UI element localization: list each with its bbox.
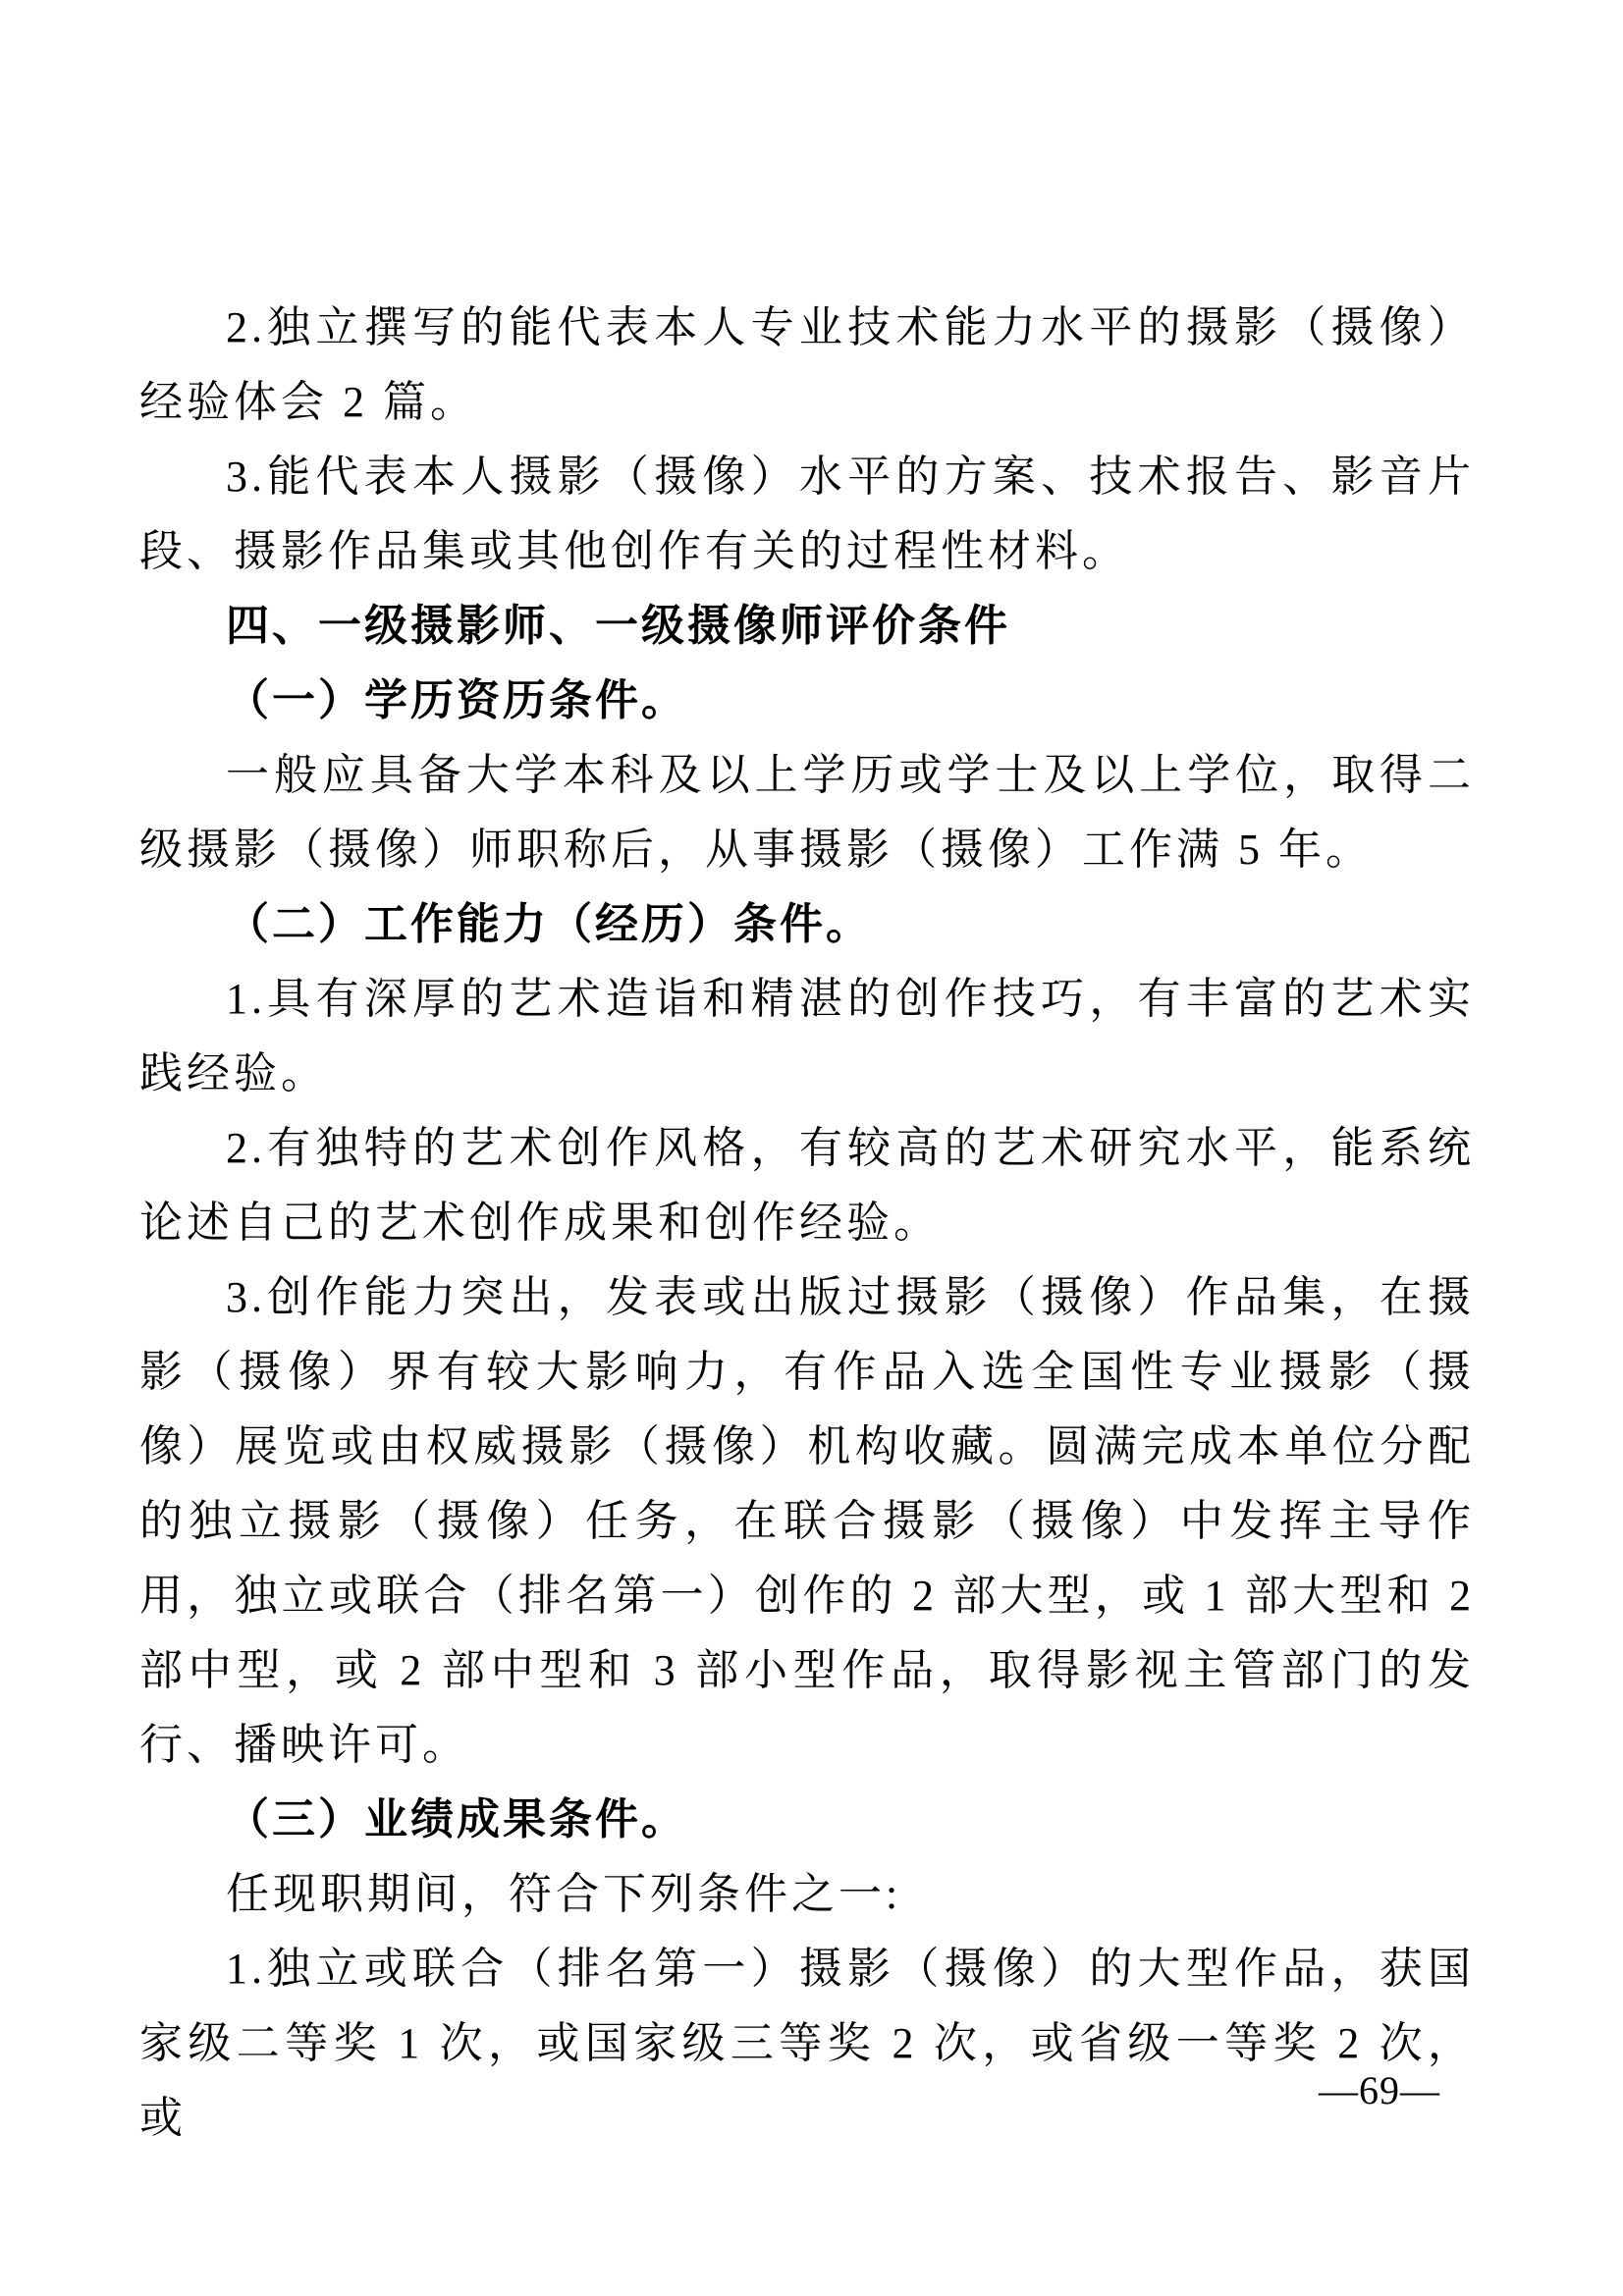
heading-achievement-conditions: （三）业绩成果条件。 bbox=[226, 1795, 687, 1843]
paragraph: 3.创作能力突出，发表或出版过摄影（摄像）作品集，在摄影（摄像）界有较大影响力，有作品入选全国性专业摄影（摄像）展览或由权威摄影（摄像）机构收藏。圆满完成本单位分配的独立摄影（摄像）任务，在联合摄影（摄像）中发挥主导作用，独立或联合（排名第一）创作的 2 部大型，或 1 部大型和 2 部中型，或 2 部中型和 3 部小型作品，取得影视主管部门的发行、播映许可。 bbox=[139, 1273, 1475, 1769]
document-text-block bbox=[139, 291, 1475, 2156]
paragraph: 3.能代表本人摄影（摄像）水平的方案、技术报告、影音片段、摄影作品集或其他创作有关的过程性材料。 bbox=[139, 453, 1475, 575]
paragraph: 任现职期间，符合下列条件之一: bbox=[226, 1870, 902, 1918]
paragraph: 1.独立或联合（排名第一）摄影（摄像）的大型作品，获国家级二等奖 1 次，或国家级三等奖 2 次，或省级一等奖 2 次，或 bbox=[139, 1945, 1475, 2142]
paragraph: 2.有独特的艺术创作风格，有较高的艺术研究水平，能系统论述自己的艺术创作成果和创作经验。 bbox=[139, 1124, 1475, 1247]
heading-education-qualification: （一）学历资历条件。 bbox=[226, 676, 687, 724]
heading-work-ability: （二）工作能力（经历）条件。 bbox=[226, 900, 872, 948]
heading-section-4-level1-evaluation: 四、一级摄影师、一级摄像师评价条件 bbox=[226, 602, 1010, 650]
paragraph: 2.独立撰写的能代表本人专业技术能力水平的摄影（摄像）经验体会 2 篇。 bbox=[139, 303, 1475, 426]
paragraph: 1.具有深厚的艺术造诣和精湛的创作技巧，有丰富的艺术实践经验。 bbox=[139, 975, 1475, 1097]
paragraph: 一般应具备大学本科及以上学历或学士及以上学位，取得二级摄影（摄像）师职称后，从事摄影（摄像）工作满 5 年。 bbox=[139, 751, 1475, 874]
page-number: —69— bbox=[1319, 2068, 1440, 2112]
